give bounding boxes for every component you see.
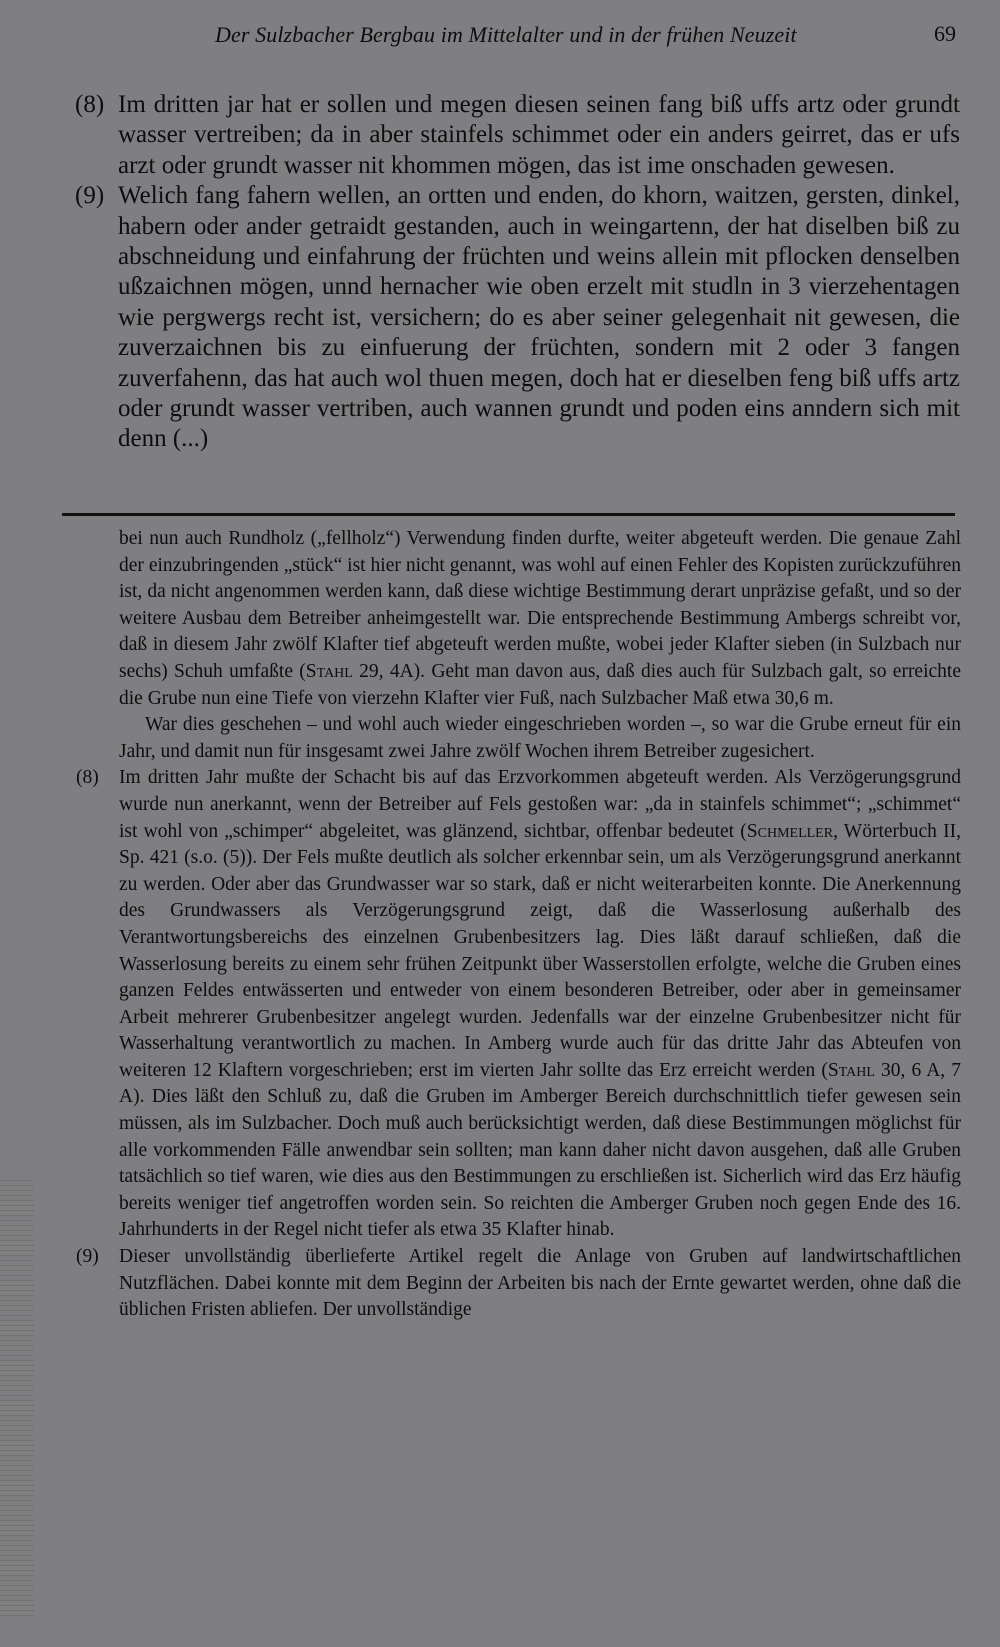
note-text: 29, 4A). Geht man davon aus, daß dies auch für Sulzbach galt, so erreichte die Grube nun eine Tiefe von vierzehn Klafter vier Fuß, nach Sulzbacher Maß etwa 30,6 m. xyxy=(119,660,961,709)
paragraph-number: (8) xyxy=(75,91,105,118)
scan-margin-artifact xyxy=(0,1180,34,1620)
note-text: War dies geschehen – und wohl auch wieder eingeschrieben worden –, so war die Grube erneut für ein Jahr, und damit nun für insgesamt zwei Jahre zwölf Wochen ihrem Betreiber zugesichert. xyxy=(119,714,961,762)
paragraph-text: Welich fang fahern wellen, an ortten und enden, do khorn, waitzen, gersten, dinkel, habern oder ander getraidt gestanden, auch in weingartenn, der hat diselben biß zu abschneidung und einfahrung der früchten und weins allein mit pflocken denselben ußzaichnen mögen, unnd hernacher wie oben erzelt mit studln in 3 vierzehentagen wie pergwergs recht ist, versichern; do es aber seiner gelegenhait nit gewesen, die zuverzaichnen bis zu einfuerung der früchten, sondern mit 2 oder 3 fangen zuverfahenn, das hat auch wol thuen megen, doch hat er dieselben feng biß uffs artz oder grundt wasser vertriben, auch wannen grundt und poden eins anndern sich mit denn (...) xyxy=(118,182,960,453)
citation-author: Stahl xyxy=(305,660,353,682)
citation-author: Schmeller xyxy=(746,820,834,842)
paragraph-text: Im dritten jar hat er sollen und megen diesen seinen fang biß uffs artz oder grundt wasser vertreiben; da in aber stainfels schimmet oder ein anders geirret, das er ufs arzt oder grundt wasser nit khommen mögen, das ist ime onschaden gewesen. xyxy=(118,91,960,179)
note-text: , Wörterbuch II, Sp. 421 (s.o. (5)). Der Fels mußte deutlich als solcher erkennbar sein, um als Verzögerungsgrund anerkannt zu werden. Oder aber das Grundwasser war so stark, daß er nicht weiterarbeiten konnte. Die Anerkennung des Grundwassers als Verzögerungsgrund zeigt, daß die Wasserlosung außerhalb des Verantwortungsbereichs des einzelnen Grubenbesitzers lag. Dies läßt darauf schließen, daß die Wasserlosung bereits zu einem sehr frühen Zeitpunkt über Wasserstollen erfolgte, welche die Gruben eines ganzen Feldes entwässerten und entweder von einem besonderen Betreiber, oder aber in gemeinsamer Arbeit mehrerer Grubenbesitzer angelegt wurden. Jedenfalls war der einzelne Grubenbesitzer nicht für Wasserhaltung verantwortlich zu machen. In Amberg wurde auch für das dritte Jahr das Abteufen von weiteren 12 Klaftern vorgeschrieben; erst im vierten Jahr sollte das Erz erreicht werden ( xyxy=(119,820,961,1081)
paragraph-number: (9) xyxy=(75,182,105,210)
commentary-note-9 xyxy=(76,1244,961,1324)
commentary-note-8 xyxy=(76,765,961,1244)
section-divider xyxy=(62,513,955,516)
commentary xyxy=(76,526,961,1324)
quotation-paragraph-9 xyxy=(75,181,960,455)
note-number: (9) xyxy=(76,1246,99,1268)
source-quotation xyxy=(75,90,960,455)
running-header xyxy=(0,18,1000,54)
note-number: (8) xyxy=(76,767,99,789)
commentary-paragraph xyxy=(76,712,961,765)
note-text: Dieser unvollständig überlieferte Artikel regelt die Anlage von Gruben auf landwirtschaftlichen Nutzflächen. Dabei konnte mit dem Beginn der Arbeiten bis nach der Ernte gewartet werden, ohne daß die üblichen Fristen abliefen. Der unvollständige xyxy=(119,1246,961,1321)
page-number: 69 xyxy=(934,21,956,46)
quotation-paragraph-8 xyxy=(75,90,960,181)
commentary-paragraph xyxy=(76,526,961,712)
note-text: Im dritten Jahr mußte der Schacht bis auf das Erzvorkommen abgeteuft werden. Als Verzögerungsgrund wurde nun anerkannt, wenn der Betreiber auf Fels gestoßen war: „da in stainfels schimmet“; „schimmet“ ist wohl von „schimper“ abgeleitet, was glänzend, sichtbar, offenbar bedeutet ( xyxy=(119,767,961,842)
note-text: bei nun auch Rundholz („fellholz“) Verwendung finden durfte, weiter abgeteuft werden. Die genaue Zahl der einzubringenden „stück“ ist hier nicht genannt, was wohl auf einen Fehler des Kopisten zurückzuführen ist, da nicht angenommen werden kann, daß diese wichtige Bestimmung derart unpräzise gefaßt, und so der weitere Ausbau dem Betreiber anheimgestellt war. Die entsprechende Bestimmung Ambergs schreibt vor, daß in diesem Jahr zwölf Klafter tief abgeteuft werden mußte, wobei jeder Klafter sieben (in Sulzbach nur sechs) Schuh umfaßte ( xyxy=(119,528,961,682)
note-text: 30, 6 A, 7 A). Dies läßt den Schluß zu, daß die Gruben im Amberger Bereich durchschnittlich tiefer gewesen sein müssen, als im Sulzbacher. Doch muß auch berücksichtigt werden, daß diese Bestimmungen möglichst für alle vorkommenden Fälle anwendbar sein sollten; man kann daher nicht davon ausgehen, daß alle Gruben tatsächlich so tief waren, wie dies aus den Bestimmungen zu erschließen ist. Sicherlich wird das Erz häufig bereits weniger tief angetroffen worden sein. So reichten die Amberger Gruben noch gegen Ende des 16. Jahrhunderts in der Regel nicht tiefer als etwa 35 Klafter hinab. xyxy=(119,1059,961,1241)
citation-author: Stahl xyxy=(827,1059,875,1081)
running-title: Der Sulzbacher Bergbau im Mittelalter und in der frühen Neuzeit xyxy=(215,22,797,47)
